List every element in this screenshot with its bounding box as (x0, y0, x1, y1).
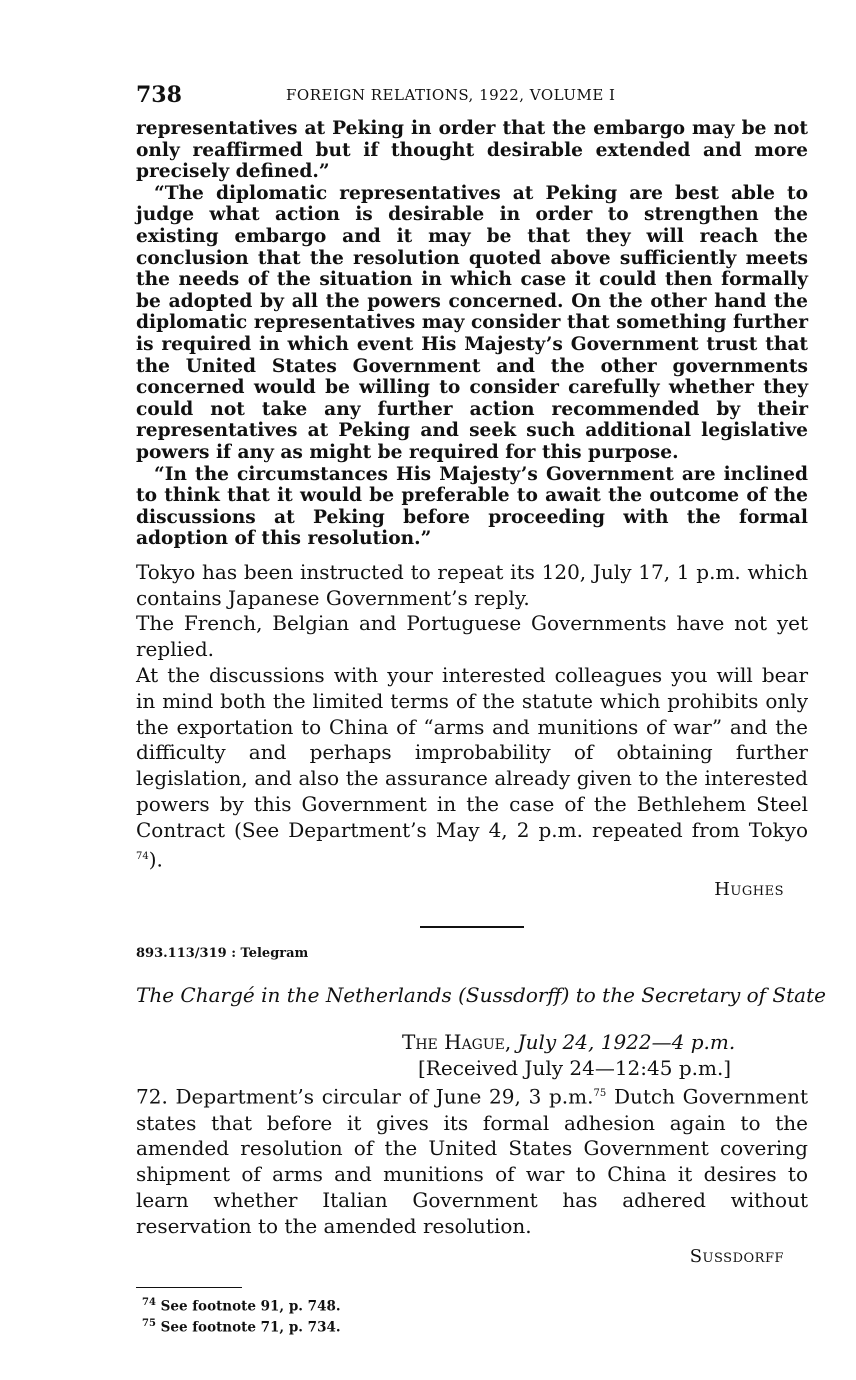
telegram-title: The Chargé in the Netherlands (Sussdorff) to the Secretary of State (136, 983, 826, 1008)
quote-paragraph-3: “In the circumstances His Majesty’s Government are inclined to think that it would be preferable to await the outcome of the discussions at Peking before proceeding with the formal adoption of this resolution.” (136, 463, 808, 550)
telegram-body (136, 1081, 808, 1239)
dateline (402, 1029, 808, 1055)
body-paragraph-discussions (136, 663, 808, 873)
footnote-text: See footnote 71, p. 734. (160, 1319, 341, 1336)
body-paragraph-governments: The French, Belgian and Portuguese Governments have not yet replied. (136, 611, 808, 662)
footnote-75 (136, 1315, 808, 1337)
body-paragraph-tokyo: Tokyo has been instructed to repeat its 120, July 17, 1 p.m. which contains Japanese Government’s reply. (136, 559, 808, 610)
footnote-ref-75: 75 (593, 1088, 607, 1100)
footnotes (136, 1294, 808, 1337)
discussions-tail: ). (148, 847, 163, 872)
running-title: FOREIGN RELATIONS, 1922, VOLUME I (286, 86, 616, 104)
footnote-mark: 74 (142, 1296, 156, 1308)
discussions-text: At the discussions with your interested colleagues you will bear in mind both the limited terms of the statute which prohibits only the exportation to China of “arms and munitions of war” and the difficulty and perhaps improbability of obtaining further legislation, and also the assurance already given to the interested powers by this Government in the case of the Bethlehem Steel Contract (See Department’s May 4, 2 p.m. repeated from Tokyo (136, 663, 808, 842)
dateline-date: July 24, 1922—4 p.m. (517, 1030, 736, 1055)
footnote-mark: 75 (142, 1318, 156, 1330)
footnote-text: See footnote 91, p. 748. (160, 1298, 341, 1315)
footnote-ref-74: 74 (136, 850, 149, 862)
footnote-divider (136, 1287, 242, 1288)
page-number: 738 (136, 82, 182, 108)
dateline-place: The Hague, (402, 1030, 512, 1055)
file-reference: 893.113/319 : Telegram (136, 946, 309, 962)
document-page (136, 82, 826, 1337)
footnote-74 (136, 1294, 808, 1316)
page-header (136, 82, 808, 118)
quote-paragraph-2: “The diplomatic representatives at Peking are best able to judge what action is desirable in order to strengthen the existing embargo and it may be that they will reach the conclusion that the resolution quoted above sufficiently meets the needs of the situation in which case it could then formally be adopted by all the powers concerned. On the other hand the diplomatic representatives may consider that something further is required in which event His Majesty’s Government trust that the United States Government and the other governments concerned would be willing to consider carefully whether they could not take any further action recommended by their representatives at Peking and seek such additional legislative powers if any as might be required for this purpose. (136, 182, 808, 463)
signature-hughes: Hughes (714, 879, 784, 901)
received-line: [Received July 24—12:45 p.m.] (418, 1056, 732, 1081)
telegram-body-start: 72. Department’s circular of June 29, 3 p.m. (136, 1084, 594, 1109)
quote-paragraph-1: representatives at Peking in order that the embargo may be not only reaffirmed but if thought desirable extended and more precisely defined.” (136, 118, 808, 183)
telegram-body-rest: Dutch Government states that before it gives its formal adhesion again to the amended resolution of the United States Government covering shipment of arms and munitions of war to China it desires to learn whether Italian Government has adhered without reservation to the amended resolution. (136, 1084, 808, 1238)
signature-sussdorff: Sussdorff (689, 1245, 784, 1267)
section-divider (420, 926, 524, 928)
